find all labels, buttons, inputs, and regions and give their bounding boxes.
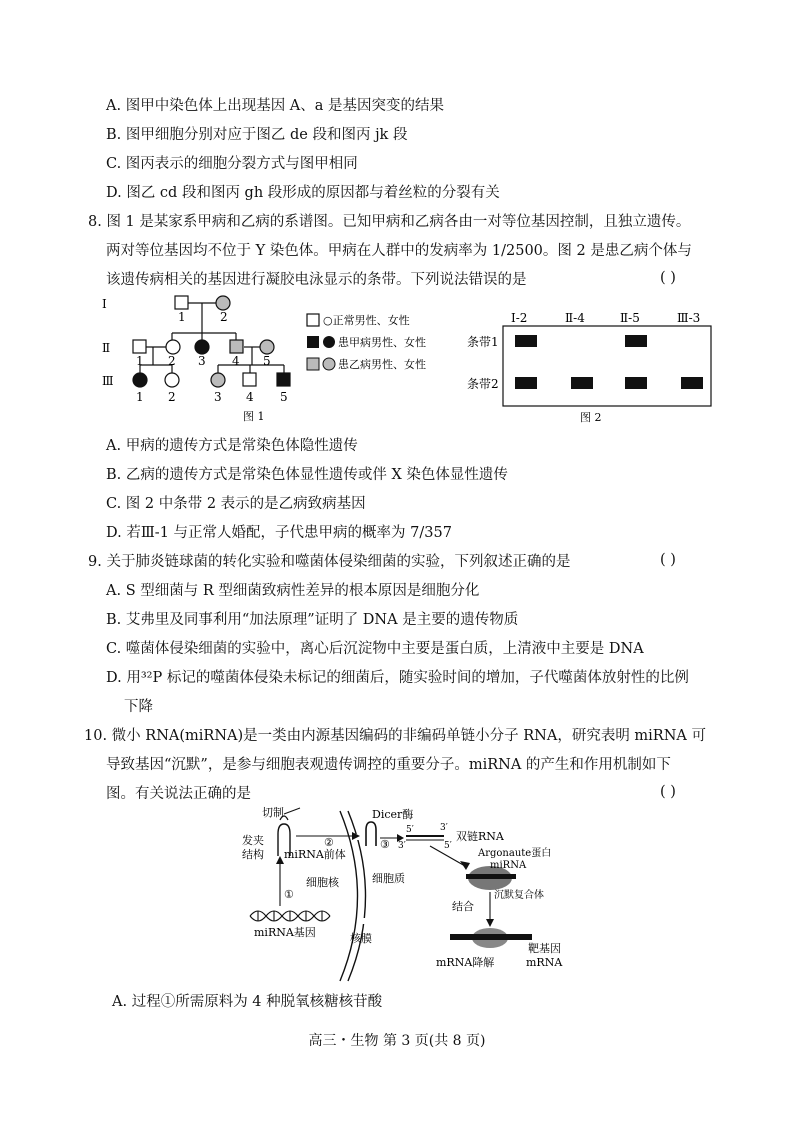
ind-label: 5 xyxy=(263,354,271,368)
ind-label: 1 xyxy=(136,390,144,404)
gel-row-label: 条带2 xyxy=(467,377,499,391)
pedigree-II-1-normal-male xyxy=(133,340,146,353)
q8-stem-line3: 该遗传病相关的基因进行凝胶电泳显示的条带。下列说法错误的是 xyxy=(106,272,527,288)
pedigree-I-1-normal-male xyxy=(175,296,188,309)
ind-label: 1 xyxy=(178,310,186,324)
q7-option-a: A. 图甲中染色体上出现基因 A、a 是基因突变的结果 xyxy=(106,98,445,114)
gel-band xyxy=(681,377,703,389)
pedigree-III-3-disease-b-female xyxy=(211,373,225,387)
legend-disease-b-label: 患乙病男性、女性 xyxy=(338,358,426,371)
pedigree-I-2-disease-b-female xyxy=(216,296,230,310)
label-gene: miRNA基因 xyxy=(254,926,316,939)
q8-stem-line1: 8. 图 1 是某家系甲病和乙病的系谱图。已知甲病和乙病各由一对等位基因控制，且独立遗传。 xyxy=(88,214,691,230)
label-membrane: 核膜 xyxy=(350,932,372,945)
q10-stem-line3: 图。有关说法正确的是 xyxy=(106,786,251,802)
arrow-up-icon xyxy=(276,856,284,864)
precursor-hairpin-icon xyxy=(366,822,376,846)
ind-label: 2 xyxy=(168,354,176,368)
pedigree-III-5-disease-a-male xyxy=(277,373,290,386)
pedigree-legend xyxy=(305,308,485,378)
legend-normal-label: ○正常男性、女性 xyxy=(323,314,410,327)
gel-band xyxy=(625,377,647,389)
label-prime: 3′ xyxy=(440,823,448,833)
gel-col-label: Ⅲ-3 xyxy=(677,311,701,325)
gel-col-label: Ⅰ-2 xyxy=(511,311,528,325)
label-step3: ③ xyxy=(380,838,390,851)
q8-option-a: A. 甲病的遗传方式是常染色体隐性遗传 xyxy=(106,438,358,454)
legend-normal-male-symbol xyxy=(307,314,319,326)
pedigree-III-4-normal-male xyxy=(243,373,256,386)
label-degrade: mRNA降解 xyxy=(436,956,495,969)
q8-answer-paren: ( ) xyxy=(660,270,676,286)
q10-stem-line1: 10. 微小 RNA(miRNA)是一类由内源基因编码的非编码单链小分子 RNA，研究表明 miRNA 可 xyxy=(84,728,706,744)
label-double-strand: 双链RNA xyxy=(456,830,504,843)
target-mrna-icon xyxy=(450,934,532,940)
gen-label-II: Ⅱ xyxy=(102,341,111,355)
gen-label-I: Ⅰ xyxy=(102,297,107,311)
legend-disease-a-female-symbol xyxy=(323,336,335,348)
gel-band xyxy=(515,377,537,389)
q10-stem-line2: 导致基因“沉默”，是参与细胞表观遗传调控的重要分子。miRNA 的产生和作用机制如下 xyxy=(106,757,671,773)
label-bind: 结合 xyxy=(452,900,474,913)
pedigree-II-5-disease-b-female xyxy=(260,340,274,354)
pedigree-II-3-disease-a-female xyxy=(195,340,209,354)
label-nucleus: 细胞核 xyxy=(306,876,339,889)
gel-band xyxy=(515,335,537,347)
ind-label: 2 xyxy=(168,390,176,404)
page-footer: 高三・生物 第 3 页(共 8 页) xyxy=(308,1033,486,1049)
q8-option-c: C. 图 2 中条带 2 表示的是乙病致病基因 xyxy=(106,496,366,512)
label-step1: ① xyxy=(284,888,294,901)
q7-option-c: C. 图丙表示的细胞分裂方式与图甲相同 xyxy=(106,156,358,172)
gen-label-III: Ⅲ xyxy=(102,374,114,388)
arrow-down-icon xyxy=(486,919,494,927)
q9-option-d: D. 用³²P 标记的噬菌体侵染未标记的细菌后，随实验时间的增加，子代噬菌体放射性的比例 xyxy=(106,670,689,686)
q9-stem: 9. 关于肺炎链球菌的转化实验和噬菌体侵染细菌的实验，下列叙述正确的是 xyxy=(88,554,571,570)
gel-col-label: Ⅱ-4 xyxy=(565,311,585,325)
mirna-mechanism-figure xyxy=(240,806,660,986)
label-prime: 3′ xyxy=(398,841,406,851)
figure-2-caption: 图 2 xyxy=(580,411,602,424)
ind-label: 3 xyxy=(214,390,222,404)
gel-band xyxy=(571,377,593,389)
label-mirna: miRNA xyxy=(490,860,527,871)
label-hairpin: 发夹 xyxy=(242,834,264,847)
q9-answer-paren: ( ) xyxy=(660,552,676,568)
label-cytoplasm: 细胞质 xyxy=(372,872,405,885)
pedigree-III-2-normal-female xyxy=(165,373,179,387)
q8-option-d: D. 若Ⅲ-1 与正常人婚配，子代患甲病的概率为 7/357 xyxy=(106,525,452,541)
ind-label: 1 xyxy=(136,354,144,368)
label-structure: 结构 xyxy=(242,848,264,861)
q8-stem-line2: 两对等位基因均不位于 Y 染色体。甲病在人群中的发病率为 1/2500。图 2 是患乙病个体与 xyxy=(106,243,692,259)
ind-label: 4 xyxy=(246,390,254,404)
label-target-mrna: mRNA xyxy=(526,956,563,969)
ind-label: 3 xyxy=(198,354,206,368)
q10-answer-paren: ( ) xyxy=(660,784,676,800)
arrow-down-icon xyxy=(460,861,470,870)
label-cut: 切制 xyxy=(262,806,284,819)
label-argonaute: Argonaute蛋白 xyxy=(478,848,552,859)
mirna-gene-helix xyxy=(250,911,330,921)
gel-row-label: 条带1 xyxy=(467,335,499,349)
label-prime: 5′ xyxy=(444,841,452,851)
gel-figure-2 xyxy=(465,300,713,425)
ind-label: 2 xyxy=(220,310,228,324)
q8-option-b: B. 乙病的遗传方式是常染色体显性遗传或伴 X 染色体显性遗传 xyxy=(106,467,508,483)
pedigree-III-1-disease-a-female xyxy=(133,373,147,387)
q9-option-d-cont: 下降 xyxy=(124,699,153,715)
q9-option-b: B. 艾弗里及同事利用“加法原理”证明了 DNA 是主要的遗传物质 xyxy=(106,612,519,628)
gel-col-label: Ⅱ-5 xyxy=(620,311,640,325)
label-target-gene: 靶基因 xyxy=(528,942,561,955)
pedigree-II-2-normal-female xyxy=(166,340,180,354)
legend-disease-a-male-symbol xyxy=(307,336,319,348)
ind-label: 4 xyxy=(232,354,240,368)
q10-option-a: A. 过程①所需原料为 4 种脱氧核糖核苷酸 xyxy=(112,994,383,1010)
label-step2: ② xyxy=(324,836,334,849)
q7-option-b: B. 图甲细胞分别对应于图乙 de 段和图丙 jk 段 xyxy=(106,127,408,143)
gel-band xyxy=(625,335,647,347)
figure-1-caption: 图 1 xyxy=(243,410,265,423)
legend-disease-b-female-symbol xyxy=(323,358,335,370)
label-complex: 沉默复合体 xyxy=(494,890,544,901)
legend-disease-a-label: 患甲病男性、女性 xyxy=(338,336,426,349)
pedigree-II-4-disease-b-male xyxy=(230,340,243,353)
label-dicer: Dicer酶 xyxy=(372,808,414,821)
ind-label: 5 xyxy=(280,390,288,404)
q9-option-a: A. S 型细菌与 R 型细菌致病性差异的根本原因是细胞分化 xyxy=(106,583,480,599)
label-prime: 5′ xyxy=(406,825,414,835)
label-precursor: miRNA前体 xyxy=(284,848,346,861)
q9-option-c: C. 噬菌体侵染细菌的实验中，离心后沉淀物中主要是蛋白质，上清液中主要是 DNA xyxy=(106,641,644,657)
legend-disease-b-male-symbol xyxy=(307,358,319,370)
q7-option-d: D. 图乙 cd 段和图丙 gh 段形成的原因都与着丝粒的分裂有关 xyxy=(106,185,500,201)
